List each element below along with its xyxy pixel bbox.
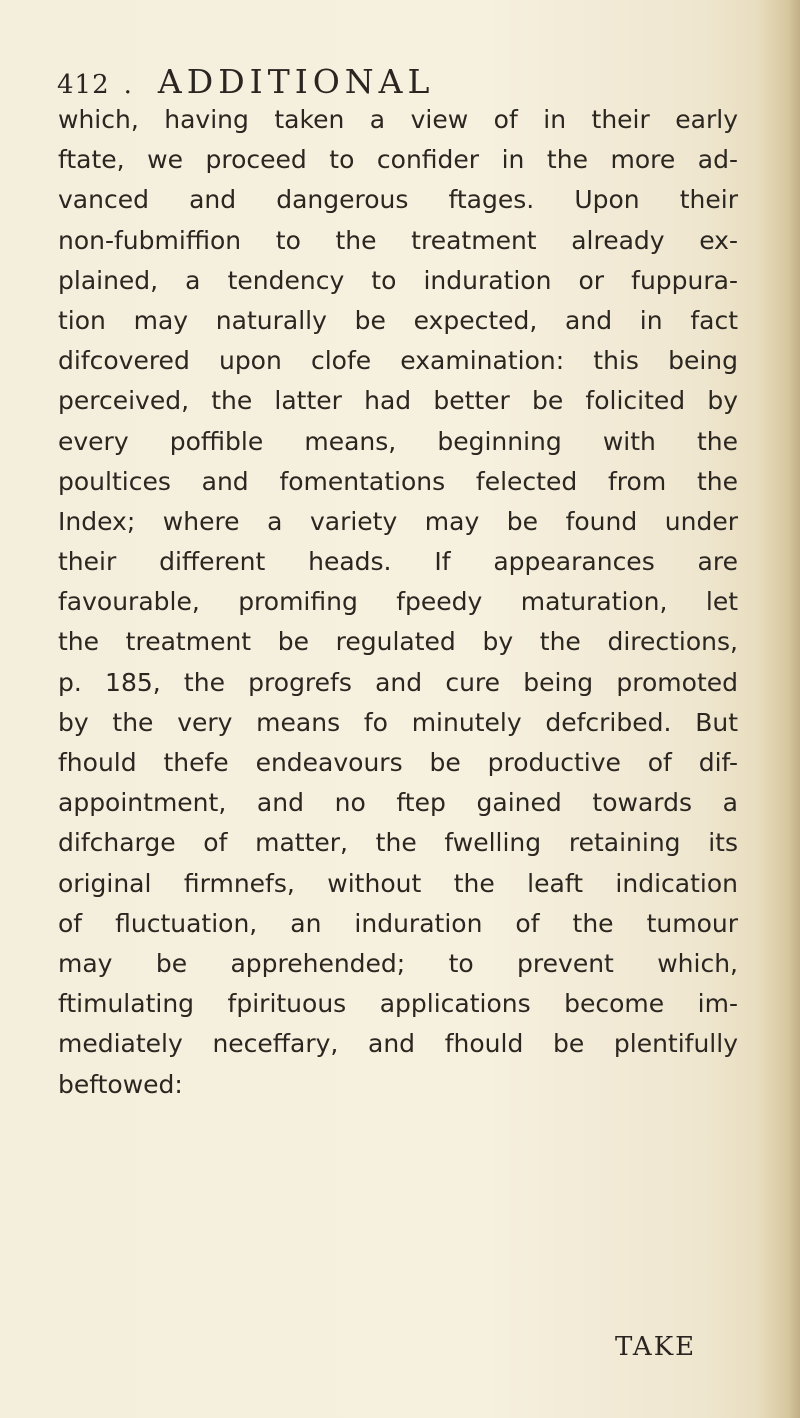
text-line: perceived, the latter had better be folicited by: [58, 386, 738, 416]
text-line: may be apprehended; to prevent which,: [58, 948, 738, 978]
text-line: p. 185, the progrefs and cure being promoted: [58, 667, 738, 697]
text-line: the treatment be regulated by the directions,: [58, 627, 738, 657]
text-line: Index; where a variety may be found under: [58, 506, 738, 536]
text-line: fhould thefe endeavours be productive of dif-: [58, 748, 738, 777]
text-line: by the very means fo minutely defcribed. But: [58, 707, 738, 737]
text-line: favourable, promifing fpeedy maturation, let: [58, 587, 738, 617]
text-line: appointment, and no ftep gained towards a: [58, 788, 738, 818]
text-line: plained, a tendency to induration or fuppura-: [58, 265, 738, 295]
text-line: vanced and dangerous ftages. Upon their: [58, 185, 738, 215]
text-line: their different heads. If appearances are: [58, 547, 738, 577]
text-line: original firmnefs, without the leaft indication: [58, 868, 738, 898]
page-edge-shadow: [758, 0, 800, 1418]
text-line-last: beftowed:: [58, 1069, 183, 1099]
text-line: of fluctuation, an induration of the tumour: [58, 908, 738, 938]
text-line: poultices and fomentations felected from the: [58, 466, 738, 496]
header-separator: .: [123, 70, 132, 100]
running-title: ADDITIONAL: [157, 62, 435, 101]
text-line: difcovered upon clofe examination: this being: [58, 346, 738, 376]
text-line: every poffible means, beginning with the: [58, 426, 738, 456]
text-line: mediately neceffary, and fhould be plentifully: [58, 1029, 738, 1059]
text-line: ftimulating fpirituous applications become im-: [58, 989, 738, 1019]
catchword: TAKE: [615, 1332, 697, 1362]
text-line: which, having taken a view of in their early: [58, 105, 738, 134]
text-line: non-fubmiffion to the treatment already ex-: [58, 225, 738, 255]
text-line: difcharge of matter, the fwelling retaining its: [58, 828, 738, 858]
text-line: ftate, we proceed to confider in the more ad-: [58, 145, 738, 175]
text-line: tion may naturally be expected, and in fact: [58, 305, 738, 335]
page-number: 412: [57, 70, 110, 100]
body-text: [58, 100, 738, 1105]
